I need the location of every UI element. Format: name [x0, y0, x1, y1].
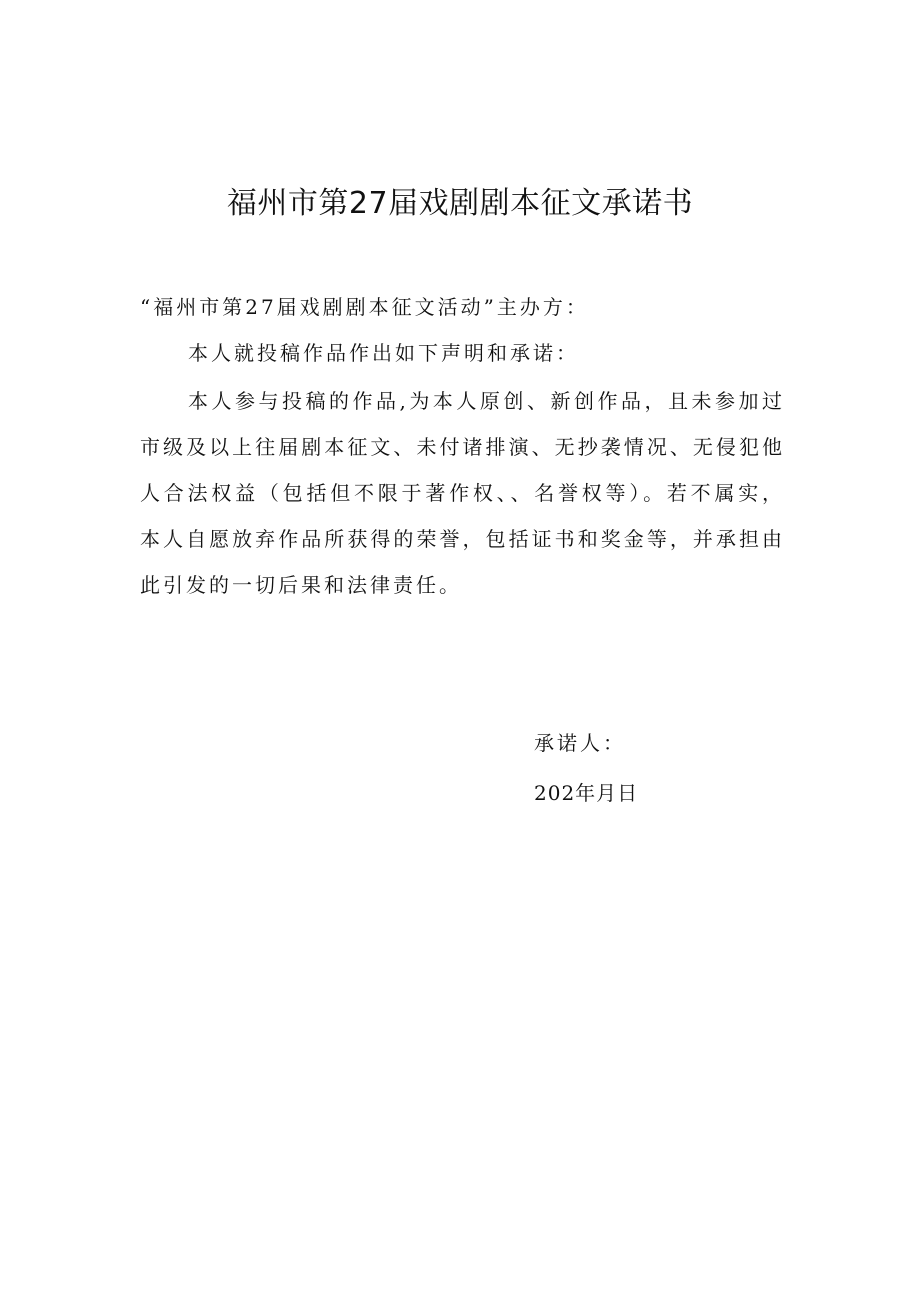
- document-title: 福州市第27届戏剧剧本征文承诺书: [226, 186, 694, 221]
- declaration-paragraph: 本人就投稿作品作出如下声明和承诺：: [188, 341, 579, 365]
- date-label: 202年月日: [534, 781, 639, 805]
- signer-label: 承诺人：: [534, 731, 626, 755]
- salutation: “福州市第27届戏剧剧本征文活动”主办方：: [140, 295, 589, 319]
- pledge-paragraph: 本人参与投稿的作品,为本人原创、新创作品，且未参加过市级及以上往届剧本征文、未付诸排演、无抄袭情况、无侵犯他人合法权益（包括但不限于著作权、、名誉权等）。若不属实，本人自愿放弃作品所获得的荣誉，包括证书和奖金等，并承担由此引发的一切后果和法律责任。: [140, 389, 785, 597]
